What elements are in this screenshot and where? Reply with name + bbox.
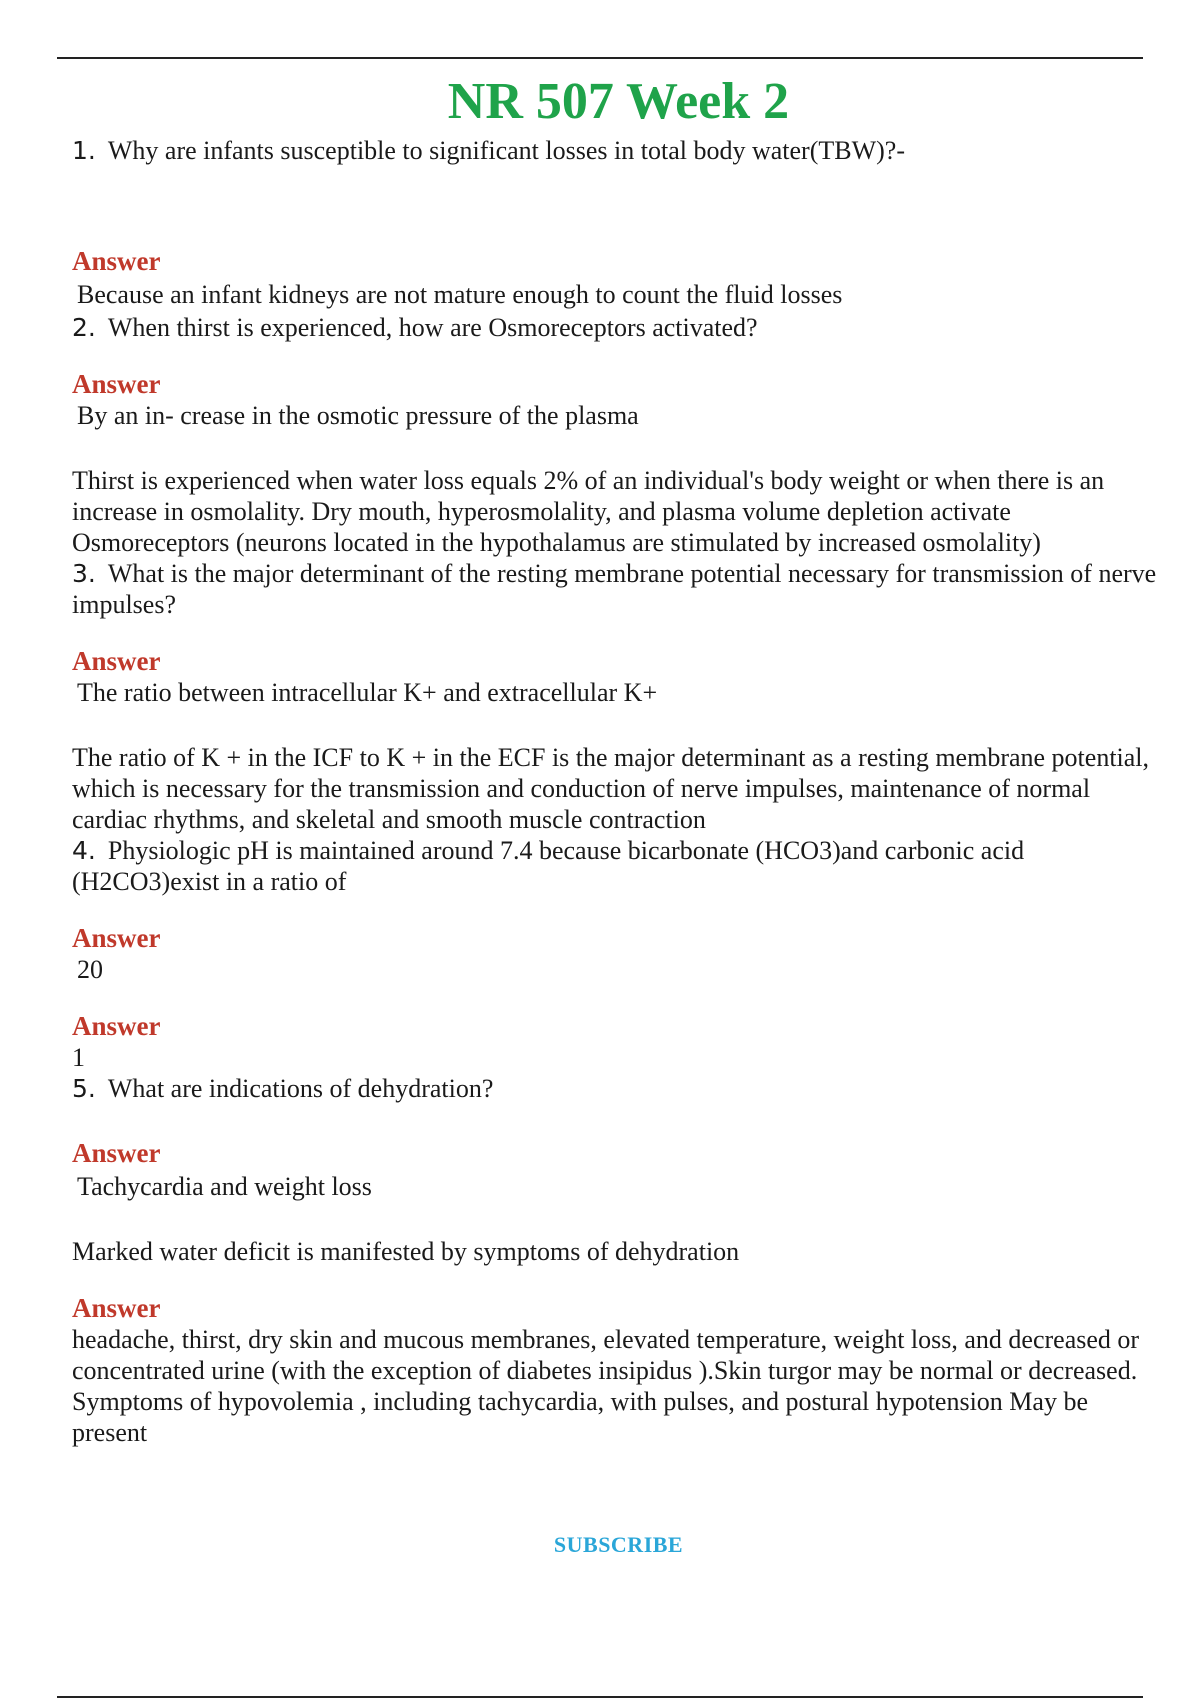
question-text: Physiologic pH is maintained around 7.4 because bicarbonate (HCO3)and carbonic acid (H2CO3)exist in a ratio of [72,836,1025,896]
answer-label: Answer [72,1138,161,1168]
answer-label: Answer [72,246,161,276]
question-number: 2. [72,313,96,342]
answer-label: Answer [72,923,161,953]
bottom-rule [57,1696,1143,1698]
explanation-text: The ratio of K + in the ICF to K + in the ECF is the major determinant as a resting membrane potential, which is necessary for the transmission and conduction of nerve impulses, maintenance of normal cardiac rhythms, and skeletal and smooth muscle contraction [72,743,1150,834]
answer-text: 1 [72,1043,85,1072]
answer-text: Because an infant kidneys are not mature enough to count the fluid losses [77,280,843,309]
answer-text: 20 [77,955,103,984]
page-title: NR 507 Week 2 [447,73,790,130]
answer-text: Tachycardia and weight loss [77,1172,372,1201]
explanation-text: Marked water deficit is manifested by symptoms of dehydration [72,1237,740,1266]
question-number: 3. [72,559,96,588]
answer-label: Answer [72,646,161,676]
subscribe-link[interactable]: SUBSCRIBE [553,1532,684,1557]
question-text: When thirst is experienced, how are Osmoreceptors activated? [107,313,758,342]
question-5 [72,1073,1162,1104]
question-2 [72,312,1162,343]
question-text: What is the major determinant of the resting membrane potential necessary for transmission of nerve impulses? [72,559,1157,619]
question-text: What are indications of dehydration? [107,1074,494,1103]
answer-text: By an in- crease in the osmotic pressure of the plasma [77,401,639,430]
answer-text: headache, thirst, dry skin and mucous membranes, elevated temperature, weight loss, and decreased or concentrated urine (with the exception of diabetes insipidus ).Skin turgor may be normal or decreased. Symptoms of hypovolemia , including tachycardia, with pulses, and postural hypotension May be present [72,1325,1140,1447]
document-body [72,135,1162,1448]
question-text: Why are infants susceptible to significant losses in total body water(TBW)?- [107,136,905,165]
answer-label: Answer [72,369,161,399]
question-3 [72,558,1162,620]
answer-label: Answer [72,1293,161,1323]
answer-label: Answer [72,1011,161,1041]
answer-text: The ratio between intracellular K+ and extracellular K+ [77,678,658,707]
question-number: 4. [72,836,96,865]
question-number: 1. [72,136,96,165]
explanation-text: Thirst is experienced when water loss equals 2% of an individual's body weight or when there is an increase in osmolality. Dry mouth, hyperosmolality, and plasma volume depletion activate Osmoreceptors (neurons located in the hypothalamus are stimulated by increased osmolality) [72,466,1105,557]
question-number: 5. [72,1074,96,1103]
question-1 [72,135,1162,166]
top-rule [57,57,1143,59]
question-4 [72,835,1162,897]
